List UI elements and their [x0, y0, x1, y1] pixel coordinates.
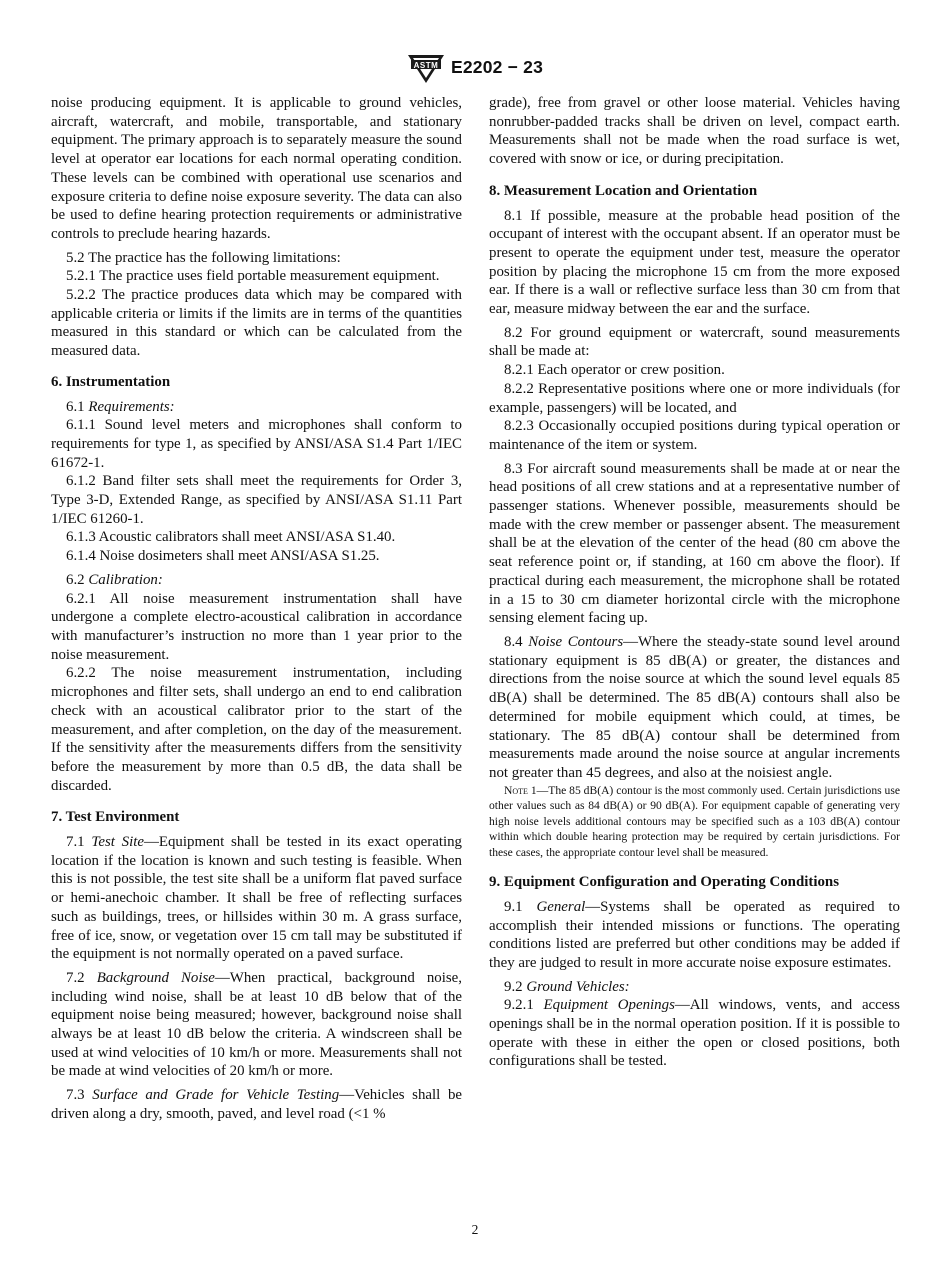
body-7-1: —Equipment shall be tested in its exact operating location if the location is known and such testing is feasible. When this is not possible, the test site shall be a uniform flat paved surface or hemi-anechoic chamber. It shall be free of reflecting surfaces such as buildings, trees, or hillsides within 30 m. A grass surface, free of ice, snow, or vegetation over 15 cm tall may be substituted if the equipment is not normally operated on a paved surface. — [51, 834, 462, 963]
title-7-2: Background Noise — [96, 969, 215, 986]
paragraph-6-1-1: 6.1.1 Sound level meters and microphones shall conform to requirements for type 1, as specified by ANSI/ASA S1.4 Part 1/IEC 61672-1. — [51, 417, 462, 471]
number-8-4: 8.4 — [504, 633, 529, 650]
paragraph-6-1 — [51, 398, 462, 417]
paragraph-6-1-3: 6.1.3 Acoustic calibrators shall meet ANSI/ASA S1.40. — [66, 529, 396, 546]
paragraph-7-1 — [51, 833, 462, 964]
left-column — [51, 94, 462, 1124]
body-9-1: —Systems shall be operated as required to accomplish their intended missions or functions. The operating conditions listed are preferred but other conditions may be added if they are judged to result in more accurate noise exposure estimates. — [489, 898, 901, 971]
paragraph-8-2-3: 8.2.3 Occasionally occupied positions during typical operation or maintenance of the item or system. — [489, 418, 900, 453]
document-designation: E2202 − 23 — [450, 56, 543, 77]
title-9-2: Ground Vehicles: — [526, 978, 630, 995]
title-9-2-1: Equipment Openings — [543, 997, 675, 1014]
paragraph-9-2-1 — [489, 996, 900, 1071]
page-number: 2 — [471, 1222, 479, 1237]
paragraph-5-2: 5.2 The practice has the following limitations: — [66, 249, 341, 266]
section-heading-8: 8. Measurement Location and Orientation — [489, 182, 758, 199]
paragraph-8-2-2: 8.2.2 Representative positions where one or more individuals (for example, passengers) will be located, and — [489, 380, 900, 416]
paragraph-8-3: 8.3 For aircraft sound measurements shall be made at or near the head positions of all crew stations and at a representative number of passenger stations. Whenever possible, measurements should be made with the crew member or passenger absent. The measurement shall be at the elevation of the center of the head (80 cm above the seat reference point or, if standing, at 160 cm above the floor). If practical during each measurement, the microphone shall be rotated in a 15 to 30 cm diameter horizontal circle with the microphone sensing element facing up. — [489, 460, 900, 627]
paragraph-7-3-continued: grade), free from gravel or other loose material. Vehicles having nonrubber-padded tracks shall be driven on level, compact earth. Measurements shall not be made when the road surface is wet, covered with snow or ice, or during precipitation. — [489, 95, 900, 168]
body-8-4: —Where the steady-state sound level around stationary equipment is 85 dB(A) or greater, the distances and directions from the noise source at which the sound level equals 85 dB(A) shall be determined. The 85 dB(A) contours shall also be determined for mobile equipment which could, at times, be stationary. The 85 dB(A) contour shall be determined from measurements made around the noise source at angular increments not greater than 45 degrees, and also at the noisiest angle. — [489, 633, 900, 781]
astm-logo-icon — [407, 50, 445, 84]
paragraph-6-2-2: 6.2.2 The noise measurement instrumentation, including microphones and filter sets, shall undergo an end to end calibration check with an acoustical calibrator prior to the start of the measurement, and after completion, on the day of the measurement. If the sensitivity after the measurements differs from the sensitivity before the measurement by more than 0.5 dB, the data shall be discarded. — [51, 665, 462, 794]
section-heading-7: 7. Test Environment — [51, 809, 180, 826]
title-7-3: Surface and Grade for Vehicle Testing — [92, 1087, 340, 1104]
body-9-2-1: —All windows, vents, and access openings shall be in the normal operation position. If it is possible to operate with these in either the open or closed positions, both configurations shall be tested. — [489, 997, 900, 1070]
section-heading-6: 6. Instrumentation — [51, 373, 171, 390]
paragraph-intro: noise producing equipment. It is applicable to ground vehicles, aircraft, watercraft, and mobile, transportable, and stationary equipment. The primary approach is to separately measure the sound level at operator ear locations for each normal operating condition. These levels can be combined with operational use scenarios and exposure criteria to define noise exposure severity. The data can also be used to define hearing protection requirements or administrative controls to preclude hearing hazards. — [51, 95, 462, 242]
number-9-1: 9.1 — [504, 898, 537, 915]
number-7-3: 7.3 — [66, 1087, 93, 1104]
number-9-2-1: 9.2.1 — [504, 997, 544, 1014]
paragraph-9-2 — [489, 978, 900, 997]
section-heading-9: 9. Equipment Configuration and Operating Conditions — [489, 874, 840, 891]
paragraph-5-2-1: 5.2.1 The practice uses field portable measurement equipment. — [66, 268, 440, 285]
paragraph-8-2-1: 8.2.1 Each operator or crew position. — [504, 362, 725, 379]
title-7-1: Test Site — [91, 834, 144, 851]
title-6-2: Calibration: — [88, 571, 163, 588]
astm-logo-text: ASTM — [413, 60, 439, 70]
paragraph-7-2 — [51, 969, 462, 1081]
paragraph-7-3 — [51, 1086, 462, 1123]
page-header — [0, 50, 950, 84]
body-7-2: —When practical, background noise, including wind noise, shall be at least 10 dB below that of the equipment noise being measured; however, background noise shall always be at least 10 dB below the criteria. A windscreen shall be used at wind velocities of 10 km/h or more. Measurements shall not be made at wind velocities of 20 km/h or more. — [51, 969, 462, 1080]
note-1 — [489, 783, 900, 861]
number-7-1: 7.1 — [66, 834, 92, 851]
paragraph-8-2: 8.2 For ground equipment or watercraft, sound measurements shall be made at: — [489, 324, 900, 360]
paragraph-6-2-1: 6.2.1 All noise measurement instrumentation shall have undergone a complete electro-acoustical calibration in accordance with manufacturer’s instruction no more than 1 year prior to the noise measurement. — [51, 590, 462, 663]
number-6-2: 6.2 — [66, 571, 89, 588]
right-column — [489, 94, 900, 1071]
paragraph-8-1: 8.1 If possible, measure at the probable head position of the occupant of interest with the occupant absent. If an operator must be present to operate the equipment under test, measure the operator position by placing the microphone 15 cm from the more exposed ear. If there is a wall or reflective surface less than 30 cm from that ear, measure midway between the ear and the surface. — [489, 207, 900, 318]
title-8-4: Noise Contours — [528, 633, 624, 650]
paragraph-6-1-2: 6.1.2 Band filter sets shall meet the requirements for Order 3, Type 3-D, Extended Range, as specified by ANSI/ASA S1.11 Part 1/IEC 61260-1. — [51, 473, 462, 527]
paragraph-6-2 — [51, 571, 462, 590]
title-6-1: Requirements: — [88, 398, 175, 415]
paragraph-5-2-2: 5.2.2 The practice produces data which may be compared with applicable criteria or limits if the limits are in terms of the quantities measured in this standard or which can be calculated from the measured data. — [51, 287, 462, 360]
number-9-2: 9.2 — [504, 978, 527, 995]
paragraph-9-1 — [489, 898, 900, 973]
number-6-1: 6.1 — [66, 398, 89, 415]
body-7-3: —Vehicles shall be driven along a dry, smooth, paved, and level road (<1 % — [51, 1087, 462, 1122]
title-9-1: General — [536, 898, 586, 915]
number-7-2: 7.2 — [66, 969, 97, 986]
note-1-body: —The 85 dB(A) contour is the most commonly used. Certain jurisdictions use other values such as 84 dB(A) or 90 dB(A). For equipment capable of generating very high noise levels additional contours may be specified such as a 103 dB(A) contour within which double hearing protection may be required by certain jurisdictions. For these cases, the appropriate contour level shall be measured. — [489, 783, 900, 859]
paragraph-8-4 — [489, 633, 900, 783]
paragraph-6-1-4: 6.1.4 Noise dosimeters shall meet ANSI/ASA S1.25. — [66, 548, 380, 565]
note-1-label: Note 1 — [504, 783, 537, 797]
